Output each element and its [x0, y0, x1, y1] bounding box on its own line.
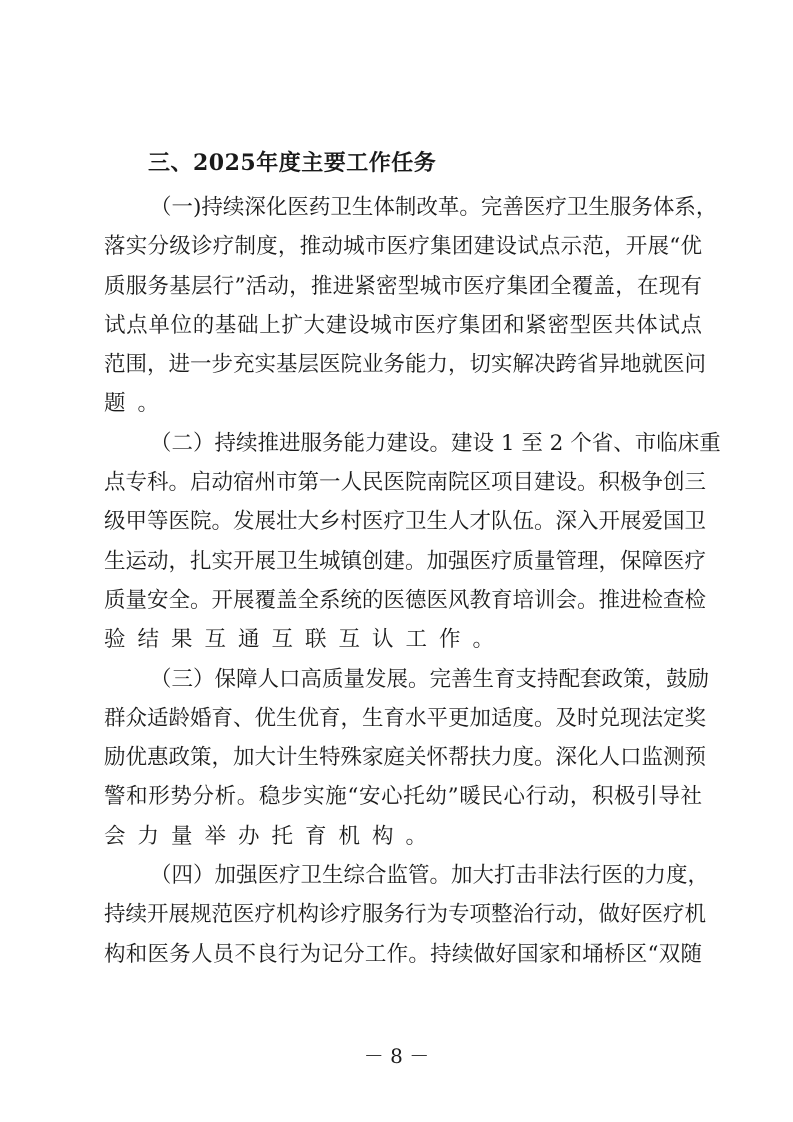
paragraph-line: 范围，进一步充实基层医院业务能力，切实解决跨省异地就医问: [104, 352, 707, 378]
paragraph-line: （一)持续深化医药卫生体制改革。完善医疗卫生服务体系，: [150, 195, 718, 220]
paragraph-line: 生运动，扎实开展卫生城镇创建。加强医疗质量管理，保障医疗: [104, 548, 707, 574]
paragraph-line: 励优惠政策，加大计生特殊家庭关怀帮扶力度。深化人口监测预: [104, 745, 707, 771]
paragraph-line: （二）持续推进服务能力建设。建设 1 至 2 个省、市临床重: [150, 430, 721, 456]
paragraph-line: 验结果互通互联互认工作。: [104, 627, 507, 653]
paragraph-line: （四）加强医疗卫生综合监管。加大打击非法行医的力度，: [150, 863, 710, 889]
paragraph-line: 题。: [104, 391, 172, 417]
paragraph-line: 点专科。启动宿州市第一人民医院南院区项目建设。积极争创三: [104, 470, 707, 496]
paragraph-line: 试点单位的基础上扩大建设城市医疗集团和紧密型医共体试点: [104, 312, 702, 338]
document-body: [104, 188, 721, 974]
page-number: － 8 －: [363, 1044, 430, 1068]
paragraph-line: （三）保障人口高质量发展。完善生育支持配套政策，鼓励: [150, 666, 710, 692]
paragraph-line: 级甲等医院。发展壮大乡村医疗卫生人才队伍。深入开展爱国卫: [104, 509, 707, 535]
paragraph-line: 持续开展规范医疗机构诊疗服务行为专项整治行动，做好医疗机: [104, 902, 707, 928]
paragraph-line: 质服务基层行”活动，推进紧密型城市医疗集团全覆盖，在现有: [104, 273, 702, 299]
paragraph-line: 会力量举办托育机构。: [104, 823, 440, 849]
paragraph-line: 质量安全。开展覆盖全系统的医德医风教育培训会。推进检查检: [104, 587, 707, 613]
paragraph-line: 警和形势分析。稳步实施“安心托幼”暖民心行动，积极引导社: [104, 784, 702, 810]
section-heading: 三、2025年度主要工作任务: [148, 150, 437, 176]
paragraph-line: 落实分级诊疗制度，推动城市医疗集团建设试点示范，开展“优: [104, 234, 702, 260]
paragraph-line: 构和医务人员不良行为记分工作。持续做好国家和埇桥区“双随: [104, 941, 702, 967]
paragraph-line: 群众适龄婚育、优生优育，生育水平更加适度。及时兑现法定奖: [104, 705, 707, 731]
